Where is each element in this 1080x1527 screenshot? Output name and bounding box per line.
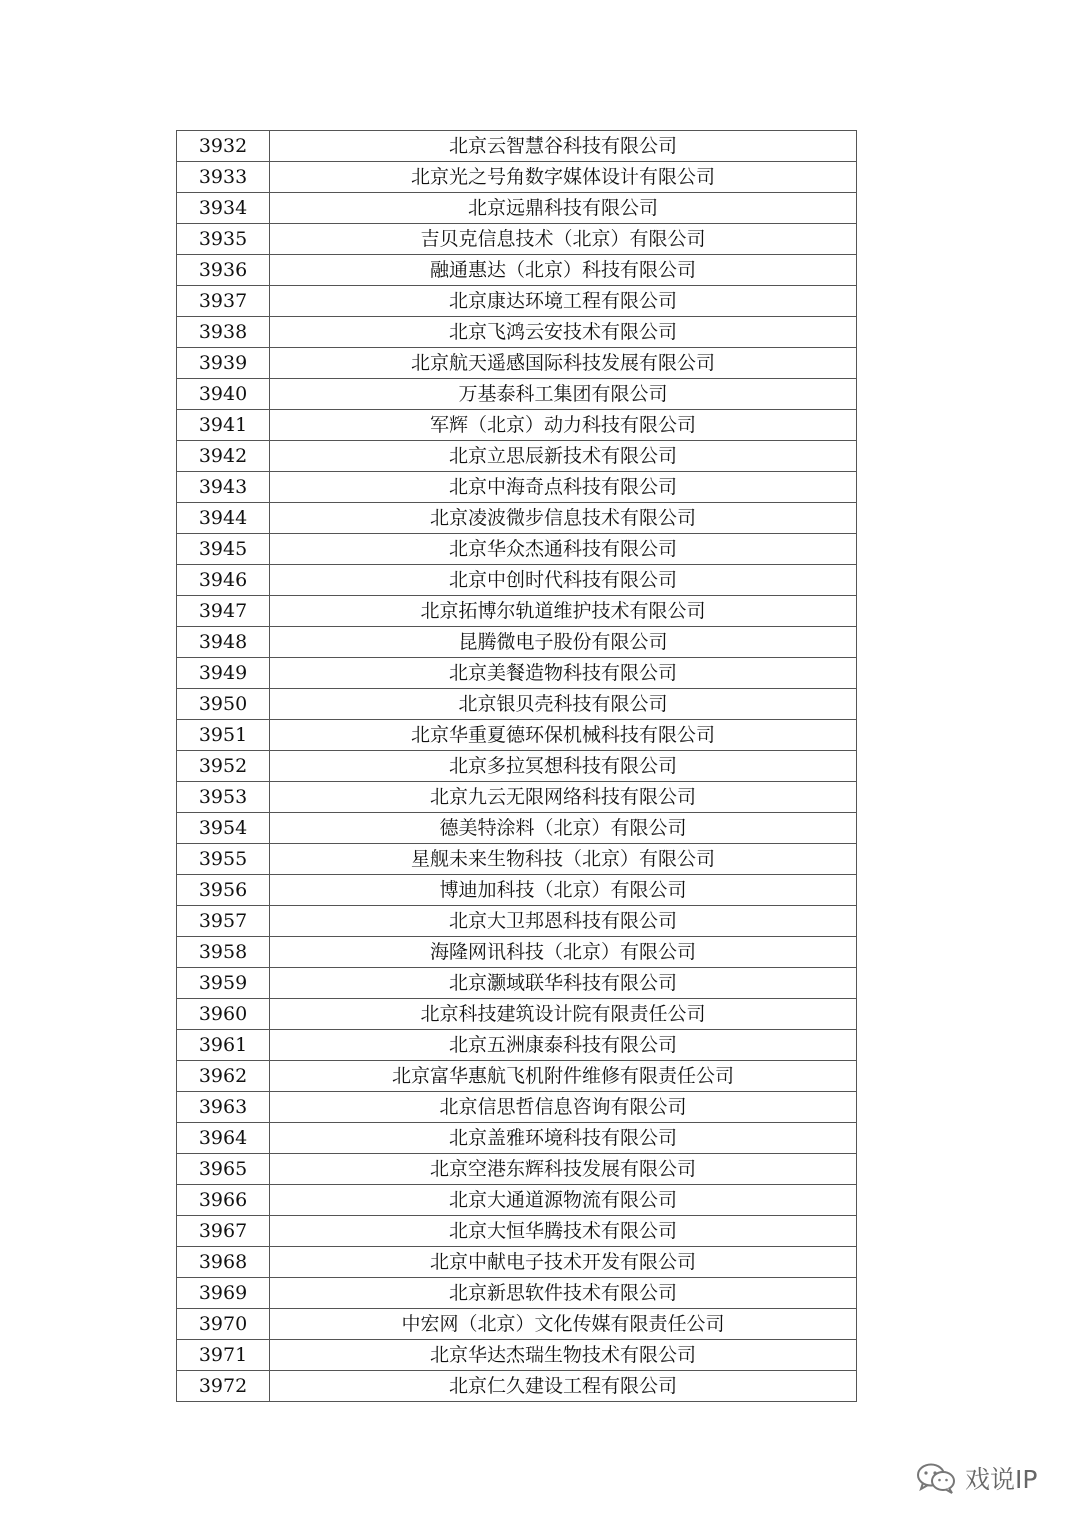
- company-name: 北京五洲康泰科技有限公司: [270, 1030, 857, 1061]
- table-row: [177, 906, 857, 937]
- row-number: 3956: [177, 875, 270, 906]
- table-row: [177, 534, 857, 565]
- company-name: 北京仁久建设工程有限公司: [270, 1371, 857, 1402]
- table-row: [177, 1030, 857, 1061]
- table-row: [177, 875, 857, 906]
- company-name: 北京中创时代科技有限公司: [270, 565, 857, 596]
- row-number: 3957: [177, 906, 270, 937]
- table-row: [177, 1061, 857, 1092]
- row-number: 3948: [177, 627, 270, 658]
- table-row: [177, 410, 857, 441]
- row-number: 3960: [177, 999, 270, 1030]
- table-row: [177, 720, 857, 751]
- row-number: 3951: [177, 720, 270, 751]
- row-number: 3967: [177, 1216, 270, 1247]
- table-row: [177, 1092, 857, 1123]
- table-row: [177, 162, 857, 193]
- table-row: [177, 658, 857, 689]
- row-number: 3952: [177, 751, 270, 782]
- company-name: 北京大通道源物流有限公司: [270, 1185, 857, 1216]
- company-name: 北京华达杰瑞生物技术有限公司: [270, 1340, 857, 1371]
- table-row: [177, 689, 857, 720]
- company-name: 北京立思辰新技术有限公司: [270, 441, 857, 472]
- table-row: [177, 193, 857, 224]
- company-name: 中宏网（北京）文化传媒有限责任公司: [270, 1309, 857, 1340]
- company-name: 北京银贝壳科技有限公司: [270, 689, 857, 720]
- row-number: 3970: [177, 1309, 270, 1340]
- company-name: 融通惠达（北京）科技有限公司: [270, 255, 857, 286]
- company-name: 北京凌波微步信息技术有限公司: [270, 503, 857, 534]
- table-row: [177, 844, 857, 875]
- row-number: 3953: [177, 782, 270, 813]
- company-name: 星舰未来生物科技（北京）有限公司: [270, 844, 857, 875]
- row-number: 3968: [177, 1247, 270, 1278]
- company-name: 海隆网讯科技（北京）有限公司: [270, 937, 857, 968]
- table-row: [177, 1216, 857, 1247]
- company-name: 北京中献电子技术开发有限公司: [270, 1247, 857, 1278]
- table-row: [177, 1185, 857, 1216]
- table-row: [177, 968, 857, 999]
- company-name: 北京康达环境工程有限公司: [270, 286, 857, 317]
- row-number: 3944: [177, 503, 270, 534]
- row-number: 3972: [177, 1371, 270, 1402]
- table-row: [177, 441, 857, 472]
- table-row: [177, 1154, 857, 1185]
- company-name: 北京新思软件技术有限公司: [270, 1278, 857, 1309]
- row-number: 3937: [177, 286, 270, 317]
- table-row: [177, 379, 857, 410]
- company-name: 北京大卫邦恩科技有限公司: [270, 906, 857, 937]
- company-name: 北京中海奇点科技有限公司: [270, 472, 857, 503]
- row-number: 3947: [177, 596, 270, 627]
- table-row: [177, 751, 857, 782]
- company-name: 北京美餐造物科技有限公司: [270, 658, 857, 689]
- company-name: 德美特涂料（北京）有限公司: [270, 813, 857, 844]
- row-number: 3945: [177, 534, 270, 565]
- row-number: 3940: [177, 379, 270, 410]
- table-body: [177, 131, 857, 1402]
- company-name: 吉贝克信息技术（北京）有限公司: [270, 224, 857, 255]
- row-number: 3961: [177, 1030, 270, 1061]
- company-name: 昆腾微电子股份有限公司: [270, 627, 857, 658]
- row-number: 3941: [177, 410, 270, 441]
- table-row: [177, 999, 857, 1030]
- company-name: 北京华众杰通科技有限公司: [270, 534, 857, 565]
- row-number: 3934: [177, 193, 270, 224]
- table-row: [177, 503, 857, 534]
- row-number: 3938: [177, 317, 270, 348]
- row-number: 3933: [177, 162, 270, 193]
- row-number: 3939: [177, 348, 270, 379]
- company-name: 北京灏域联华科技有限公司: [270, 968, 857, 999]
- table-row: [177, 1123, 857, 1154]
- table-row: [177, 1371, 857, 1402]
- table-row: [177, 255, 857, 286]
- company-name: 北京远鼎科技有限公司: [270, 193, 857, 224]
- table-row: [177, 813, 857, 844]
- company-name: 北京盖雅环境科技有限公司: [270, 1123, 857, 1154]
- row-number: 3942: [177, 441, 270, 472]
- company-name: 万基泰科工集团有限公司: [270, 379, 857, 410]
- row-number: 3965: [177, 1154, 270, 1185]
- company-name: 北京光之号角数字媒体设计有限公司: [270, 162, 857, 193]
- row-number: 3949: [177, 658, 270, 689]
- company-name: 北京航天遥感国际科技发展有限公司: [270, 348, 857, 379]
- row-number: 3932: [177, 131, 270, 162]
- company-name: 北京富华惠航飞机附件维修有限责任公司: [270, 1061, 857, 1092]
- row-number: 3971: [177, 1340, 270, 1371]
- row-number: 3963: [177, 1092, 270, 1123]
- company-name: 北京大恒华腾技术有限公司: [270, 1216, 857, 1247]
- table-row: [177, 224, 857, 255]
- row-number: 3955: [177, 844, 270, 875]
- table-row: [177, 596, 857, 627]
- table-row: [177, 131, 857, 162]
- company-list-table: [176, 130, 857, 1402]
- table-row: [177, 317, 857, 348]
- wechat-icon: [915, 1461, 957, 1495]
- table-row: [177, 348, 857, 379]
- table-row: [177, 472, 857, 503]
- company-name: 北京飞鸿云安技术有限公司: [270, 317, 857, 348]
- company-name: 北京信思哲信息咨询有限公司: [270, 1092, 857, 1123]
- table-row: [177, 1309, 857, 1340]
- table-row: [177, 782, 857, 813]
- table-row: [177, 1340, 857, 1371]
- row-number: 3936: [177, 255, 270, 286]
- row-number: 3959: [177, 968, 270, 999]
- company-name: 北京华重夏德环保机械科技有限公司: [270, 720, 857, 751]
- row-number: 3966: [177, 1185, 270, 1216]
- company-name: 北京云智慧谷科技有限公司: [270, 131, 857, 162]
- row-number: 3964: [177, 1123, 270, 1154]
- company-name: 北京空港东辉科技发展有限公司: [270, 1154, 857, 1185]
- table-row: [177, 1278, 857, 1309]
- company-name: 北京科技建筑设计院有限责任公司: [270, 999, 857, 1030]
- row-number: 3943: [177, 472, 270, 503]
- watermark: [915, 1458, 1037, 1498]
- row-number: 3969: [177, 1278, 270, 1309]
- row-number: 3962: [177, 1061, 270, 1092]
- table-row: [177, 565, 857, 596]
- company-name: 军辉（北京）动力科技有限公司: [270, 410, 857, 441]
- table-row: [177, 627, 857, 658]
- company-name: 北京九云无限网络科技有限公司: [270, 782, 857, 813]
- company-name: 北京拓博尔轨道维护技术有限公司: [270, 596, 857, 627]
- company-name: 博迪加科技（北京）有限公司: [270, 875, 857, 906]
- table-row: [177, 937, 857, 968]
- table-row: [177, 1247, 857, 1278]
- row-number: 3950: [177, 689, 270, 720]
- row-number: 3954: [177, 813, 270, 844]
- watermark-text: 戏说IP: [965, 1465, 1038, 1494]
- table-row: [177, 286, 857, 317]
- row-number: 3958: [177, 937, 270, 968]
- row-number: 3946: [177, 565, 270, 596]
- company-name: 北京多拉冥想科技有限公司: [270, 751, 857, 782]
- row-number: 3935: [177, 224, 270, 255]
